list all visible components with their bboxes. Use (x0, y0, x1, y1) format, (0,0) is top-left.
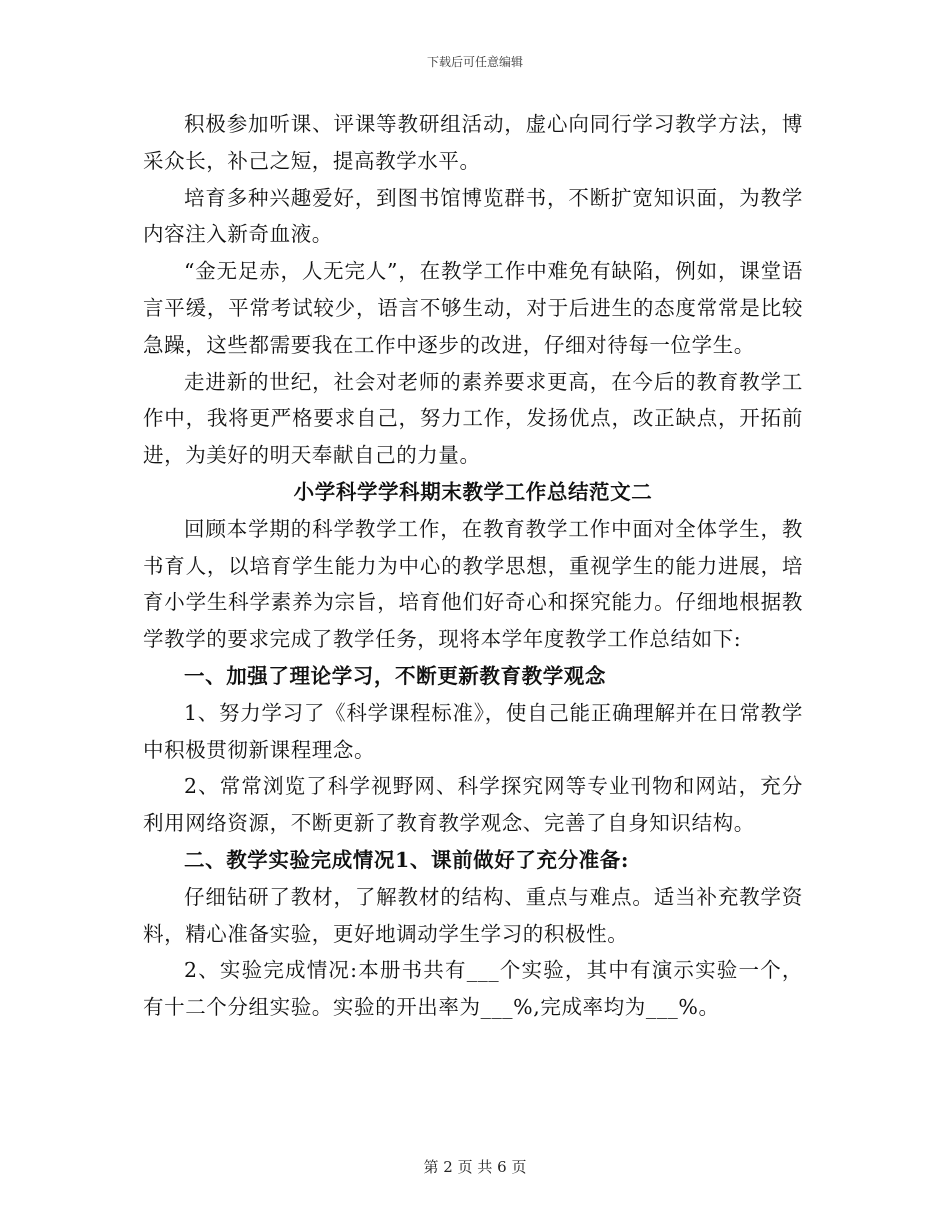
page-header: 下载后可任意编辑 (426, 55, 523, 69)
paragraph-experiment-stats: 2、实验完成情况:本册书共有___个实验，其中有演示实验一个，有十二个分组实验。实验的开出率为___%,完成率均为___%。 (143, 958, 803, 1020)
section-title: 小学科学学科期末教学工作总结范文二 (293, 479, 653, 504)
paragraph-observe-lessons: 积极参加听课、评课等教研组活动，虚心向同行学习教学方法，博采众长，补己之短，提高教学水平。 (143, 112, 803, 173)
paragraph-shortcomings: “金无足赤，人无完人”，在教学工作中难免有缺陷，例如，课堂语言平缓，平常考试较少，语言不够生动，对于后进生的态度常常是比较急躁，这些都需要我在工作中逐步的改进，仔细对待每一位学生。 (143, 259, 803, 357)
page-number: 第 2 页 共 6 页 (423, 1158, 527, 1176)
document-body (143, 106, 803, 1026)
subheading-theory: 一、加强了理论学习，不断更新教育教学观念 (184, 663, 606, 688)
paragraph-websites: 2、常常浏览了科学视野网、科学探究网等专业刊物和网站，充分利用网络资源，不断更新了教育教学观念、完善了自身知识结构。 (143, 774, 803, 836)
paragraph-standards: 1、努力学习了《科学课程标准》，使自己能正确理解并在日常教学中积极贯彻新课程理念。 (143, 700, 803, 762)
paragraph-new-century: 走进新的世纪，社会对老师的素养要求更高，在今后的教育教学工作中，我将更严格要求自己，努力工作，发扬优点，改正缺点，开拓前进，为美好的明天奉献自己的力量。 (143, 369, 803, 468)
paragraph-preparation: 仔细钻研了教材，了解教材的结构、重点与难点。适当补充教学资料，精心准备实验，更好地调动学生学习的积极性。 (143, 884, 803, 946)
paragraph-review: 回顾本学期的科学教学工作，在教育教学工作中面对全体学生，教书育人，以培育学生能力为中心的教学思想，重视学生的能力进展，培育小学生科学素养为宗旨，培育他们好奇心和探究能力。仔细地根据教学教学的要求完成了教学任务，现将本学年度教学工作总结如下: (143, 516, 803, 652)
paragraph-interests: 培育多种兴趣爱好，到图书馆博览群书，不断扩宽知识面，为教学内容注入新奇血液。 (143, 185, 803, 247)
subheading-experiments: 二、教学实验完成情况1、课前做好了充分准备: (184, 847, 630, 872)
